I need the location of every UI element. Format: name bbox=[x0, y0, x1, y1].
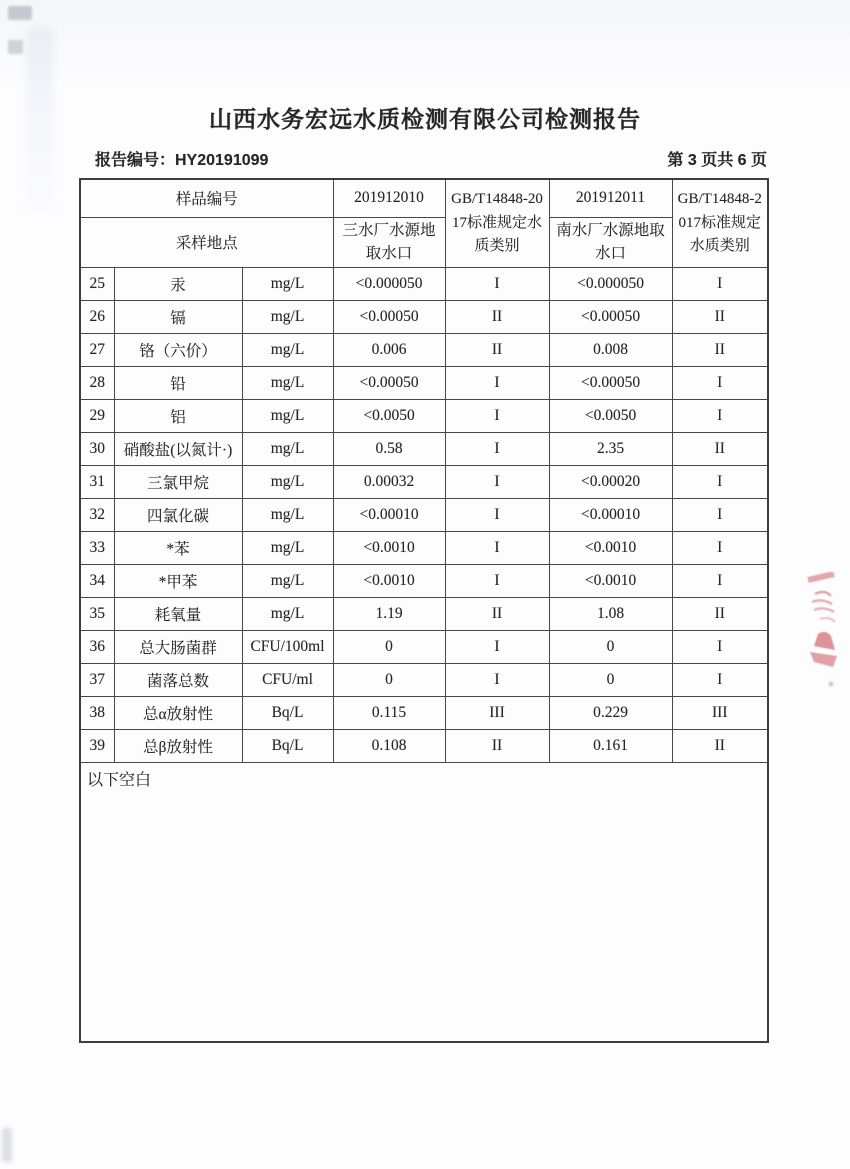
cell-sample2-class: I bbox=[672, 366, 768, 399]
table-row bbox=[80, 564, 768, 597]
cell-sample1-class: I bbox=[445, 630, 549, 663]
cell-sample2-class: II bbox=[672, 432, 768, 465]
footer-note-cell bbox=[80, 762, 768, 1042]
header-sample2-site: 南水厂水源地取水口 bbox=[549, 217, 672, 267]
cell-unit: mg/L bbox=[242, 300, 333, 333]
cell-sample2-class: II bbox=[672, 729, 768, 762]
cell-parameter-name: 总α放射性 bbox=[114, 696, 242, 729]
cell-parameter-name: 菌落总数 bbox=[114, 663, 242, 696]
cell-parameter-name: *苯 bbox=[114, 531, 242, 564]
cell-sample2-value: 0.008 bbox=[549, 333, 672, 366]
cell-sample1-value: 0.58 bbox=[333, 432, 445, 465]
cell-sample2-value: 2.35 bbox=[549, 432, 672, 465]
cell-sample1-class: I bbox=[445, 564, 549, 597]
header-sampling-site-label: 采样地点 bbox=[80, 217, 333, 267]
cell-unit: mg/L bbox=[242, 498, 333, 531]
cell-sample2-value: <0.0010 bbox=[549, 564, 672, 597]
cell-sample2-value: <0.00050 bbox=[549, 300, 672, 333]
cell-sample2-value: 0.161 bbox=[549, 729, 672, 762]
cell-sample2-value: <0.000050 bbox=[549, 267, 672, 300]
cell-sample1-value: 0.00032 bbox=[333, 465, 445, 498]
cell-parameter-name: 汞 bbox=[114, 267, 242, 300]
cell-sample2-value: <0.00010 bbox=[549, 498, 672, 531]
table-row bbox=[80, 729, 768, 762]
cell-row-number: 36 bbox=[80, 630, 114, 663]
cell-row-number: 35 bbox=[80, 597, 114, 630]
cell-sample2-class: I bbox=[672, 531, 768, 564]
cell-sample1-value: <0.0010 bbox=[333, 531, 445, 564]
table-row bbox=[80, 531, 768, 564]
report-number: 报告编号：HY20191099 bbox=[95, 152, 269, 169]
table-row bbox=[80, 267, 768, 300]
table-row bbox=[80, 597, 768, 630]
cell-unit: mg/L bbox=[242, 597, 333, 630]
cell-sample1-class: II bbox=[445, 300, 549, 333]
scan-shading bbox=[0, 0, 850, 90]
cell-sample1-value: <0.0050 bbox=[333, 399, 445, 432]
cell-row-number: 30 bbox=[80, 432, 114, 465]
cell-sample2-value: 1.08 bbox=[549, 597, 672, 630]
cell-sample1-value: 1.19 bbox=[333, 597, 445, 630]
cell-parameter-name: *甲苯 bbox=[114, 564, 242, 597]
cell-row-number: 32 bbox=[80, 498, 114, 531]
table-row bbox=[80, 399, 768, 432]
header-standard-class-1: GB/T14848-2017标准规定水质类别 bbox=[445, 179, 549, 267]
cell-sample1-class: III bbox=[445, 696, 549, 729]
cell-parameter-name: 总大肠菌群 bbox=[114, 630, 242, 663]
cell-unit: Bq/L bbox=[242, 696, 333, 729]
cell-unit: CFU/ml bbox=[242, 663, 333, 696]
cell-row-number: 39 bbox=[80, 729, 114, 762]
cell-row-number: 28 bbox=[80, 366, 114, 399]
cell-sample1-class: II bbox=[445, 729, 549, 762]
cell-sample2-value: <0.0050 bbox=[549, 399, 672, 432]
table-row bbox=[80, 300, 768, 333]
cell-sample1-value: <0.0010 bbox=[333, 564, 445, 597]
cell-sample2-class: I bbox=[672, 465, 768, 498]
header-sample2-id: 201912011 bbox=[549, 179, 672, 217]
header-sample-id-label: 样品编号 bbox=[80, 179, 333, 217]
cell-unit: Bq/L bbox=[242, 729, 333, 762]
cell-sample2-class: I bbox=[672, 630, 768, 663]
cell-sample1-class: II bbox=[445, 597, 549, 630]
cell-sample2-class: I bbox=[672, 399, 768, 432]
cell-sample2-class: I bbox=[672, 564, 768, 597]
cell-sample1-class: I bbox=[445, 663, 549, 696]
cell-row-number: 38 bbox=[80, 696, 114, 729]
cell-sample1-class: I bbox=[445, 366, 549, 399]
cell-unit: mg/L bbox=[242, 564, 333, 597]
cell-unit: mg/L bbox=[242, 432, 333, 465]
cell-parameter-name: 总β放射性 bbox=[114, 729, 242, 762]
cell-sample1-value: <0.00050 bbox=[333, 366, 445, 399]
cell-unit: mg/L bbox=[242, 366, 333, 399]
cell-sample2-class: I bbox=[672, 498, 768, 531]
header-standard-class-2: GB/T14848-2017标准规定水质类别 bbox=[672, 179, 768, 267]
red-stamp-fragment bbox=[790, 572, 850, 702]
table-row bbox=[80, 432, 768, 465]
cell-row-number: 33 bbox=[80, 531, 114, 564]
blank-footer-row bbox=[80, 762, 768, 1042]
cell-sample2-class: II bbox=[672, 597, 768, 630]
report-meta bbox=[79, 147, 767, 170]
cell-parameter-name: 耗氧量 bbox=[114, 597, 242, 630]
cell-parameter-name: 铅 bbox=[114, 366, 242, 399]
cell-sample1-class: I bbox=[445, 267, 549, 300]
header-row-sampling-site bbox=[80, 217, 768, 267]
cell-sample1-value: 0.108 bbox=[333, 729, 445, 762]
cell-sample1-value: 0.006 bbox=[333, 333, 445, 366]
cell-sample2-value: 0.229 bbox=[549, 696, 672, 729]
table-row bbox=[80, 663, 768, 696]
table-row bbox=[80, 333, 768, 366]
cell-parameter-name: 四氯化碳 bbox=[114, 498, 242, 531]
table-body bbox=[80, 267, 768, 762]
cell-parameter-name: 硝酸盐(以氮计·) bbox=[114, 432, 242, 465]
cell-sample2-value: 0 bbox=[549, 663, 672, 696]
cell-sample1-class: I bbox=[445, 432, 549, 465]
cell-sample2-class: I bbox=[672, 663, 768, 696]
cell-sample1-value: <0.000050 bbox=[333, 267, 445, 300]
cell-sample2-class: I bbox=[672, 267, 768, 300]
cell-parameter-name: 铝 bbox=[114, 399, 242, 432]
cell-sample1-value: <0.00050 bbox=[333, 300, 445, 333]
cell-row-number: 31 bbox=[80, 465, 114, 498]
cell-sample1-class: I bbox=[445, 498, 549, 531]
cell-unit: mg/L bbox=[242, 399, 333, 432]
cell-row-number: 29 bbox=[80, 399, 114, 432]
cell-unit: mg/L bbox=[242, 531, 333, 564]
cell-sample1-class: I bbox=[445, 531, 549, 564]
cell-sample1-value: <0.00010 bbox=[333, 498, 445, 531]
header-sample1-id: 201912010 bbox=[333, 179, 445, 217]
cell-unit: mg/L bbox=[242, 333, 333, 366]
cell-sample2-class: II bbox=[672, 300, 768, 333]
header-sample1-site: 三水厂水源地取水口 bbox=[333, 217, 445, 267]
cell-sample2-class: III bbox=[672, 696, 768, 729]
cell-parameter-name: 铬（六价） bbox=[114, 333, 242, 366]
table-row bbox=[80, 465, 768, 498]
table-row bbox=[80, 630, 768, 663]
table-row bbox=[80, 366, 768, 399]
results-table bbox=[79, 178, 769, 1043]
cell-sample1-class: II bbox=[445, 333, 549, 366]
cell-sample1-value: 0 bbox=[333, 630, 445, 663]
cell-sample1-class: I bbox=[445, 399, 549, 432]
cell-parameter-name: 镉 bbox=[114, 300, 242, 333]
table-row bbox=[80, 696, 768, 729]
cell-sample2-class: II bbox=[672, 333, 768, 366]
cell-unit: mg/L bbox=[242, 465, 333, 498]
cell-sample1-value: 0 bbox=[333, 663, 445, 696]
cell-unit: mg/L bbox=[242, 267, 333, 300]
cell-row-number: 34 bbox=[80, 564, 114, 597]
footer-note: 以下空白 bbox=[87, 771, 152, 789]
cell-row-number: 37 bbox=[80, 663, 114, 696]
cell-sample2-value: <0.0010 bbox=[549, 531, 672, 564]
cell-row-number: 25 bbox=[80, 267, 114, 300]
scan-artifact bbox=[2, 1128, 12, 1162]
page-indicator: 第 3 页共 6 页 bbox=[667, 152, 767, 169]
cell-sample2-value: 0 bbox=[549, 630, 672, 663]
cell-parameter-name: 三氯甲烷 bbox=[114, 465, 242, 498]
cell-sample1-class: I bbox=[445, 465, 549, 498]
header-row-sample-id bbox=[80, 179, 768, 217]
scan-artifact bbox=[8, 6, 32, 20]
cell-sample2-value: <0.00020 bbox=[549, 465, 672, 498]
scan-artifact bbox=[8, 40, 23, 54]
page-title: 山西水务宏远水质检测有限公司检测报告 bbox=[209, 106, 641, 132]
cell-row-number: 27 bbox=[80, 333, 114, 366]
cell-unit: CFU/100ml bbox=[242, 630, 333, 663]
cell-sample1-value: 0.115 bbox=[333, 696, 445, 729]
cell-row-number: 26 bbox=[80, 300, 114, 333]
cell-sample2-value: <0.00050 bbox=[549, 366, 672, 399]
table-row bbox=[80, 498, 768, 531]
